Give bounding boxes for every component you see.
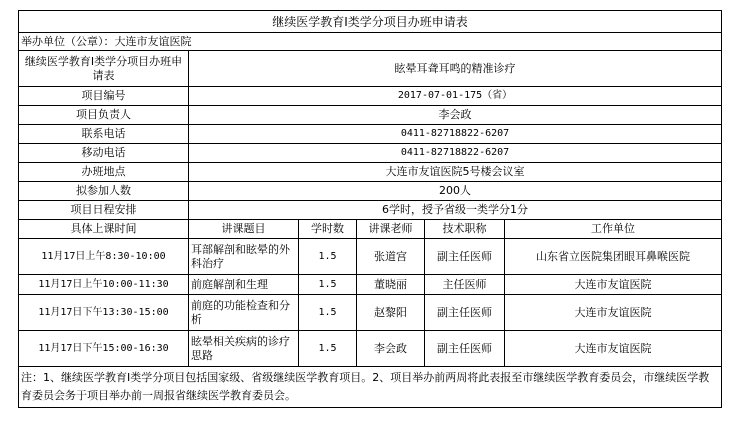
schedule-topic: 前庭的功能检查和分析 bbox=[189, 295, 299, 331]
field-row-attendees bbox=[19, 182, 722, 201]
schedule-unit: 山东省立医院集团眼耳鼻喉医院 bbox=[505, 239, 722, 275]
schedule-row bbox=[19, 275, 722, 295]
field-row-project-name bbox=[19, 51, 722, 87]
schedule-rank: 副主任医师 bbox=[425, 295, 505, 331]
schedule-header-row bbox=[19, 220, 722, 239]
schedule-unit: 大连市友谊医院 bbox=[505, 331, 722, 367]
schedule-teacher: 赵黎阳 bbox=[357, 295, 425, 331]
field-row-project-leader bbox=[19, 106, 722, 125]
schedule-row bbox=[19, 295, 722, 331]
schedule-topic: 眩晕相关疾病的诊疗思路 bbox=[189, 331, 299, 367]
field-value: 眩晕耳聋耳鸣的精准诊疗 bbox=[189, 51, 722, 87]
field-label: 拟参加人数 bbox=[19, 182, 189, 201]
field-value: 0411-82718822-6207 bbox=[189, 125, 722, 144]
schedule-time: 11月17日上午10:00-11:30 bbox=[19, 275, 189, 295]
schedule-hours: 1.5 bbox=[299, 239, 357, 275]
schedule-row bbox=[19, 331, 722, 367]
field-value: 200人 bbox=[189, 182, 722, 201]
schedule-hours: 1.5 bbox=[299, 331, 357, 367]
field-label: 办班地点 bbox=[19, 163, 189, 182]
field-row-schedule-summary bbox=[19, 201, 722, 220]
form-title: 继续医学教育Ⅰ类学分项目办班申请表 bbox=[19, 11, 722, 33]
header-hours: 学时数 bbox=[299, 220, 357, 239]
schedule-time: 11月17日下午13:30-15:00 bbox=[19, 295, 189, 331]
schedule-rank: 副主任医师 bbox=[425, 331, 505, 367]
schedule-teacher: 李会政 bbox=[357, 331, 425, 367]
schedule-teacher: 张道宫 bbox=[357, 239, 425, 275]
header-unit: 工作单位 bbox=[505, 220, 722, 239]
field-row-mobile bbox=[19, 144, 722, 163]
field-row-phone bbox=[19, 125, 722, 144]
field-label: 继续医学教育Ⅰ类学分项目办班申请表 bbox=[19, 51, 189, 87]
field-row-venue bbox=[19, 163, 722, 182]
schedule-topic: 前庭解剖和生理 bbox=[189, 275, 299, 295]
schedule-time: 11月17日上午8:30-10:00 bbox=[19, 239, 189, 275]
schedule-hours: 1.5 bbox=[299, 295, 357, 331]
field-value: 2017-07-01-175（省） bbox=[189, 87, 722, 106]
field-label: 项目负责人 bbox=[19, 106, 189, 125]
field-label: 移动电话 bbox=[19, 144, 189, 163]
schedule-teacher: 董晓丽 bbox=[357, 275, 425, 295]
field-value: 大连市友谊医院5号楼会议室 bbox=[189, 163, 722, 182]
field-value: 李会政 bbox=[189, 106, 722, 125]
organizer-line: 举办单位（公章）：大连市友谊医院 bbox=[19, 33, 722, 51]
field-value: 0411-82718822-6207 bbox=[189, 144, 722, 163]
field-value: 6学时，授予省级一类学分1分 bbox=[189, 201, 722, 220]
header-rank: 技术职称 bbox=[425, 220, 505, 239]
schedule-hours: 1.5 bbox=[299, 275, 357, 295]
schedule-row bbox=[19, 239, 722, 275]
footnote: 注：1、继续医学教育Ⅰ类学分项目包括国家级、省级继续医学教育项目。2、项目举办前两周将此表报至市继续医学教育委员会，市继续医学教育委员会务于项目举办前一周报省继续医学教育委员会。 bbox=[19, 367, 722, 408]
application-form-table bbox=[18, 10, 722, 408]
field-row-project-number bbox=[19, 87, 722, 106]
schedule-rank: 主任医师 bbox=[425, 275, 505, 295]
schedule-topic: 耳部解剖和眩晕的外科治疗 bbox=[189, 239, 299, 275]
header-topic: 讲课题目 bbox=[189, 220, 299, 239]
header-teacher: 讲课老师 bbox=[357, 220, 425, 239]
field-label: 联系电话 bbox=[19, 125, 189, 144]
field-label: 项目日程安排 bbox=[19, 201, 189, 220]
schedule-rank: 副主任医师 bbox=[425, 239, 505, 275]
schedule-unit: 大连市友谊医院 bbox=[505, 295, 722, 331]
schedule-time: 11月17日下午15:00-16:30 bbox=[19, 331, 189, 367]
schedule-unit: 大连市友谊医院 bbox=[505, 275, 722, 295]
field-label: 项目编号 bbox=[19, 87, 189, 106]
header-time: 具体上课时间 bbox=[19, 220, 189, 239]
